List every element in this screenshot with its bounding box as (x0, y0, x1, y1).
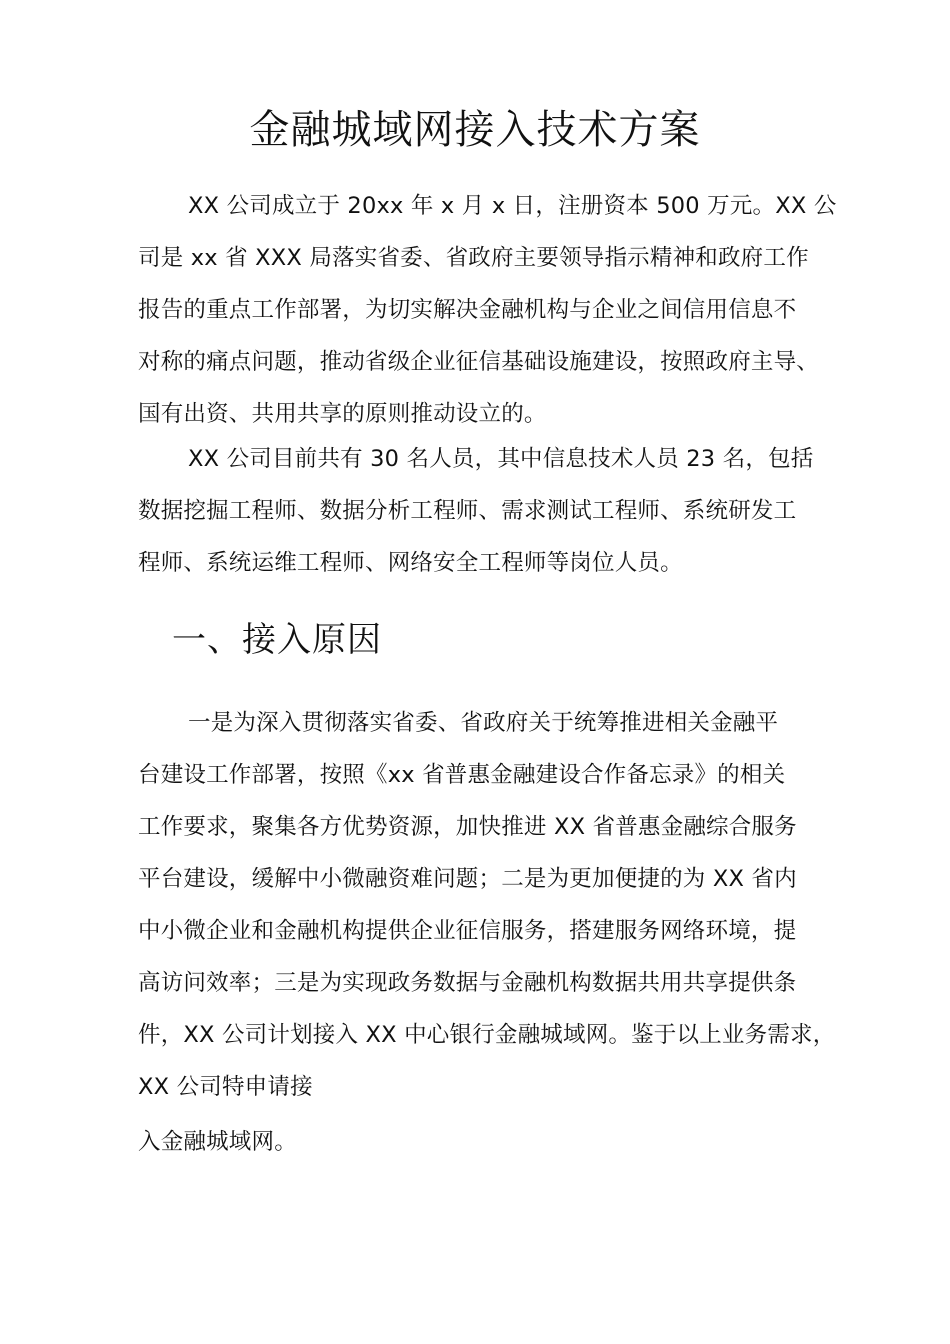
paragraph-line: 高访问效率；三是为实现政务数据与金融机构数据共用共享提供条 (138, 970, 797, 996)
paragraph-line: 件，XX 公司计划接入 XX 中心银行金融城域网。鉴于以上业务需求， (138, 1022, 836, 1048)
paragraph-line: 程师、系统运维工程师、网络安全工程师等岗位人员。 (138, 550, 683, 576)
paragraph-line: 国有出资、共用共享的原则推动设立的。 (138, 401, 547, 427)
paragraph-line: 数据挖掘工程师、数据分析工程师、需求测试工程师、系统研发工 (138, 498, 797, 524)
paragraph-line: 司是 xx 省 XXX 局落实省委、省政府主要领导指示精神和政府工作 (138, 245, 809, 271)
paragraph-line: XX 公司特申请接 (138, 1074, 313, 1100)
reason-paragraph (138, 697, 836, 1113)
paragraph-line: XX 公司目前共有 30 名人员，其中信息技术人员 23 名，包括 (188, 446, 814, 472)
section-heading: 一、接入原因 (172, 620, 382, 660)
paragraph-line: 对称的痛点问题，推动省级企业征信基础设施建设，按照政府主导、 (138, 349, 820, 375)
intro-paragraph (138, 180, 837, 440)
tail-paragraph (138, 1116, 828, 1168)
staff-paragraph (138, 433, 828, 589)
paragraph-line: 入金融城域网。 (138, 1129, 297, 1155)
paragraph-line: 平台建设，缓解中小微融资难问题；二是为更加便捷的为 XX 省内 (138, 866, 797, 892)
paragraph-line: 一是为深入贯彻落实省委、省政府关于统筹推进相关金融平 (188, 710, 779, 736)
paragraph-line: 报告的重点工作部署，为切实解决金融机构与企业之间信用信息不 (138, 297, 797, 323)
paragraph-line: XX 公司成立于 20xx 年 x 月 x 日，注册资本 500 万元。XX 公 (188, 193, 837, 219)
document-title: 金融城域网接入技术方案 (249, 107, 701, 153)
paragraph-line: 中小微企业和金融机构提供企业征信服务，搭建服务网络环境，提 (138, 918, 797, 944)
paragraph-line: 工作要求，聚集各方优势资源，加快推进 XX 省普惠金融综合服务 (138, 814, 797, 840)
paragraph-line: 台建设工作部署，按照《xx 省普惠金融建设合作备忘录》的相关 (138, 762, 786, 788)
